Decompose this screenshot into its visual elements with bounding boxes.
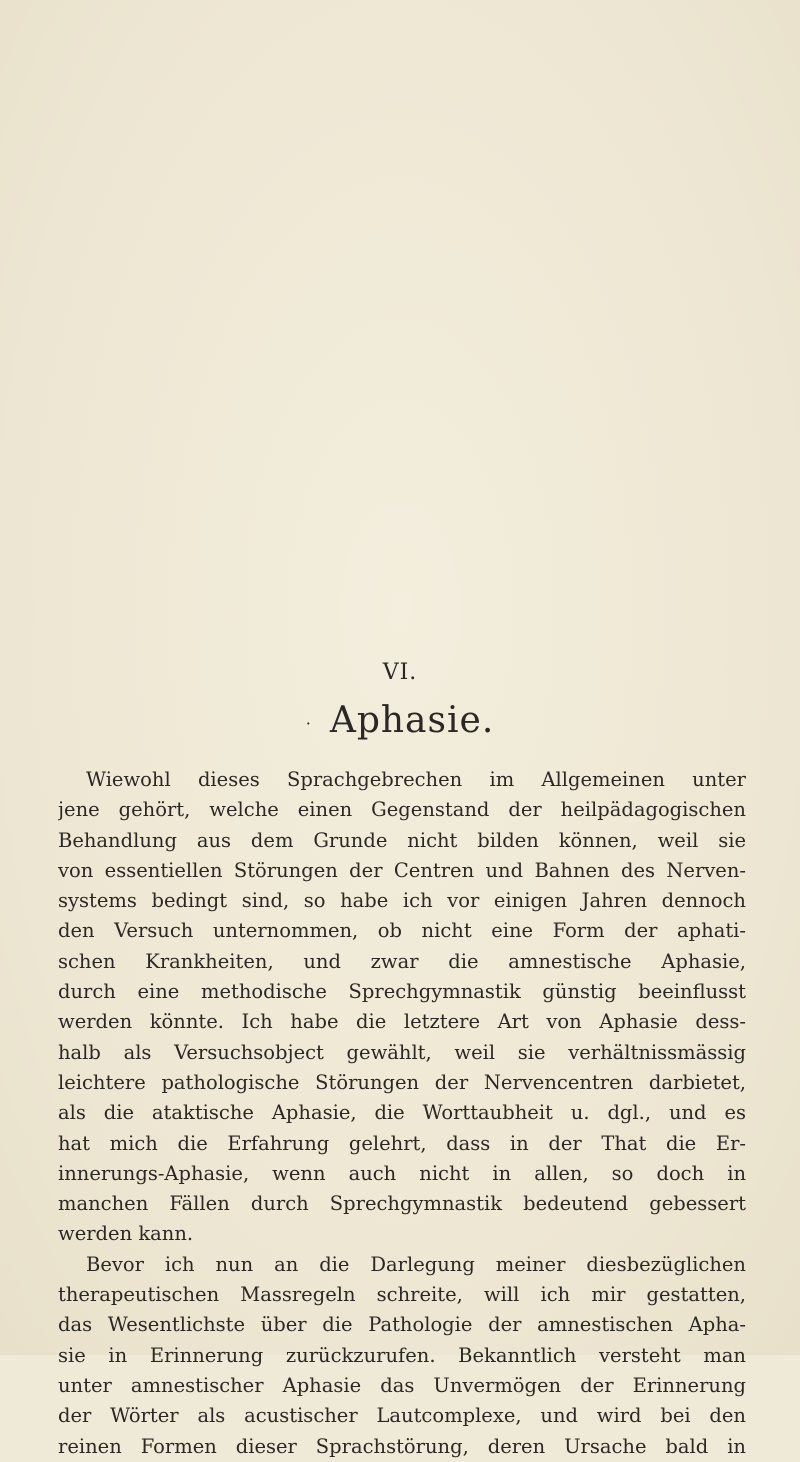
text-line: der Wörter als acustischer Lautcomplexe, und wird bei den xyxy=(58,1404,746,1428)
text-line: Behandlung aus dem Grunde nicht bilden können, weil sie xyxy=(58,828,746,852)
title-mark: · xyxy=(305,713,312,733)
text-line: als die ataktische Aphasie, die Worttaubheit u. dgl., und es xyxy=(58,1101,746,1125)
chapter-title-wrapper xyxy=(0,700,800,741)
text-line: von essentiellen Störungen der Centren und Bahnen des Nerven- xyxy=(58,858,746,882)
text-line: hat mich die Erfahrung gelehrt, dass in der That die Er- xyxy=(58,1131,746,1155)
chapter-title: Aphasie. xyxy=(329,700,495,741)
text-line: manchen Fällen durch Sprechgymnastik bedeutend gebessert xyxy=(58,1192,746,1216)
text-line: das Wesentlichste über die Pathologie der amnestischen Apha- xyxy=(58,1313,746,1337)
text-line: halb als Versuchsobject gewählt, weil sie verhältnissmässig xyxy=(58,1040,746,1064)
text-line: sie in Erinnerung zurückzurufen. Bekanntlich versteht man xyxy=(58,1343,746,1367)
text-line: unter amnestischer Aphasie das Unvermögen der Erinnerung xyxy=(58,1373,746,1397)
text-line: reinen Formen dieser Sprachstörung, deren Ursache bald in xyxy=(58,1434,746,1458)
text-line: den Versuch unternommen, ob nicht eine Form der aphati- xyxy=(58,919,746,943)
chapter-number: VI. xyxy=(382,660,418,685)
text-line: werden kann. xyxy=(58,1222,194,1246)
text-line: Wiewohl dieses Sprachgebrechen im Allgemeinen unter xyxy=(86,768,746,791)
body-text xyxy=(58,765,746,1462)
text-line: durch eine methodische Sprechgymnastik günstig beeinflusst xyxy=(58,980,746,1004)
text-line: leichtere pathologische Störungen der Nervencentren darbietet, xyxy=(58,1070,746,1094)
text-line: Bevor ich nun an die Darlegung meiner diesbezüglichen xyxy=(86,1252,746,1276)
text-line: therapeutischen Massregeln schreite, will ich mir gestatten, xyxy=(58,1283,746,1307)
text-line: innerungs-Aphasie, wenn auch nicht in allen, so doch in xyxy=(58,1161,746,1185)
text-line: werden könnte. Ich habe die letztere Art von Aphasie dess- xyxy=(58,1010,746,1034)
text-line: systems bedingt sind, so habe ich vor einigen Jahren dennoch xyxy=(58,889,746,913)
text-line: jene gehört, welche einen Gegenstand der heilpädagogischen xyxy=(58,798,746,822)
text-line: schen Krankheiten, und zwar die amnestische Aphasie, xyxy=(58,949,746,973)
